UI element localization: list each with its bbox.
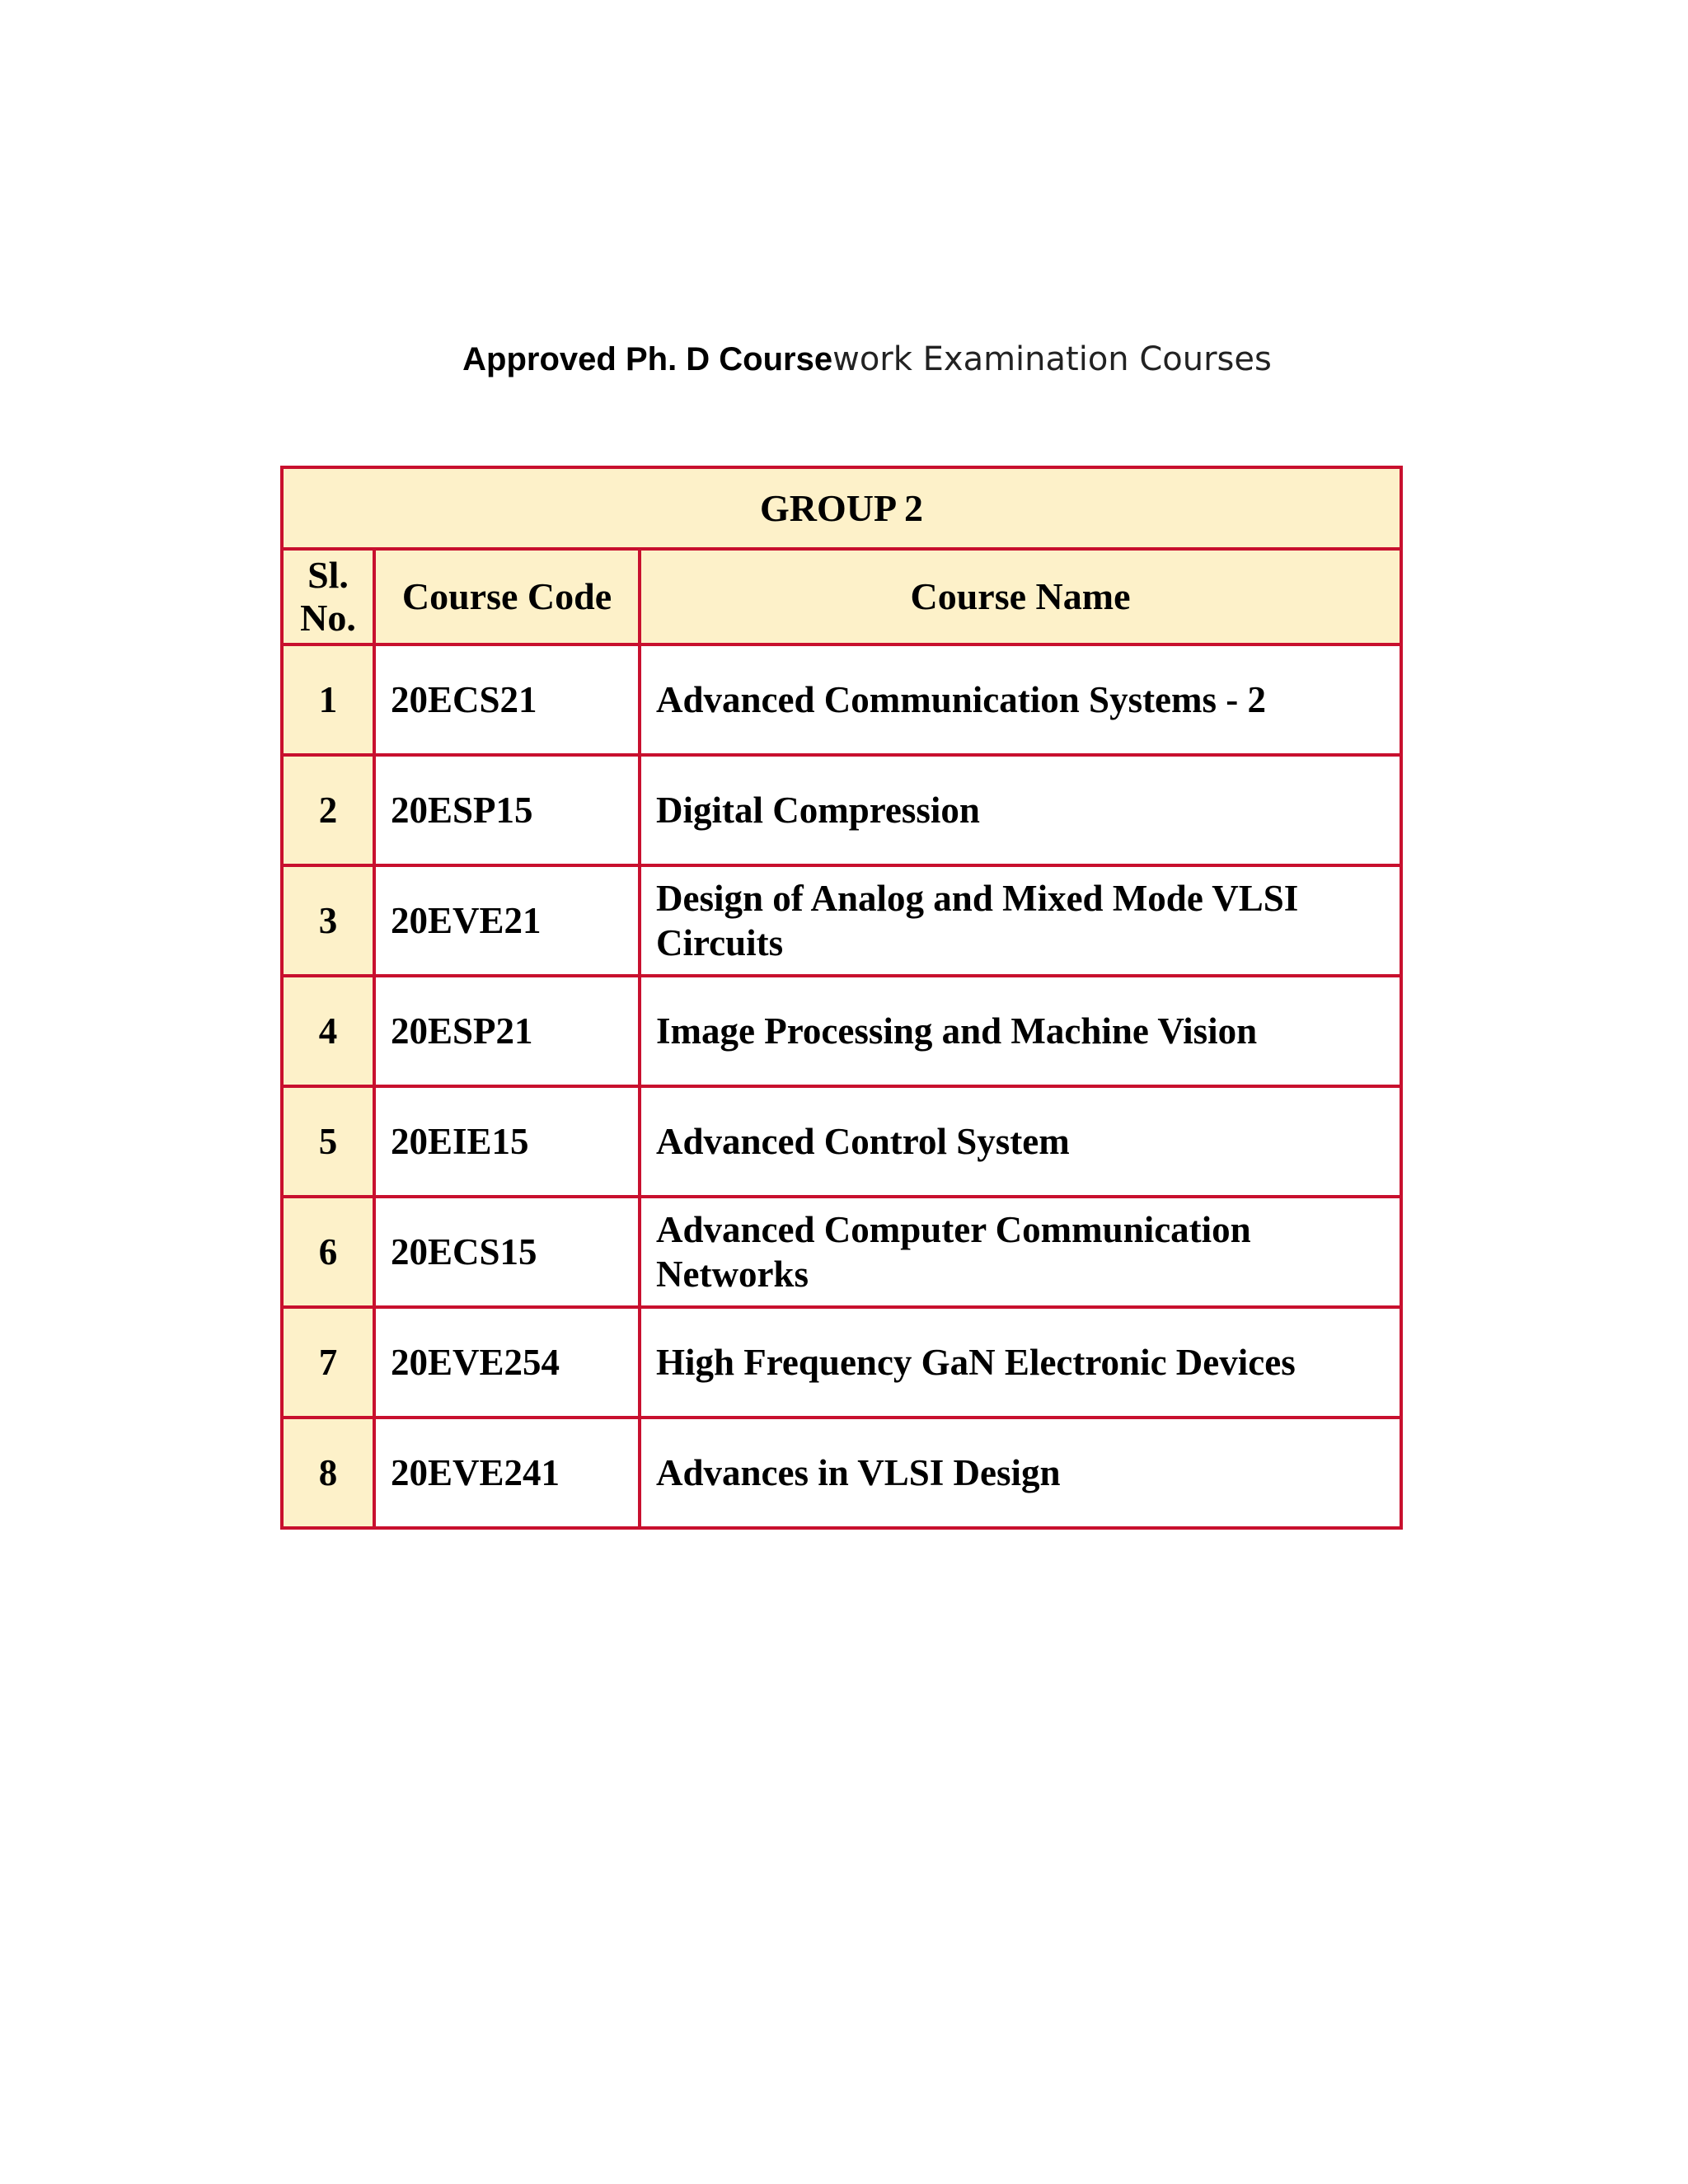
course-name-header: Course Name bbox=[640, 549, 1401, 644]
course-name-cell: High Frequency GaN Electronic Devices bbox=[640, 1307, 1401, 1418]
sl-no-cell: 4 bbox=[282, 976, 374, 1086]
group-label: GROUP 2 bbox=[282, 467, 1401, 549]
table-row bbox=[282, 644, 1401, 755]
sl-no-cell: 7 bbox=[282, 1307, 374, 1418]
course-name-cell: Advanced Communication Systems - 2 bbox=[640, 644, 1401, 755]
sl-no-header-line2: No. bbox=[300, 597, 356, 639]
sl-no-cell: 6 bbox=[282, 1197, 374, 1307]
sl-no-cell: 5 bbox=[282, 1086, 374, 1197]
sl-no-cell: 3 bbox=[282, 865, 374, 976]
sl-no-header bbox=[282, 549, 374, 644]
column-header-row bbox=[282, 549, 1401, 644]
course-name-cell: Design of Analog and Mixed Mode VLSI Circuits bbox=[640, 865, 1401, 976]
sl-no-cell: 1 bbox=[282, 644, 374, 755]
table-body bbox=[282, 644, 1401, 1528]
course-name-cell: Advanced Control System bbox=[640, 1086, 1401, 1197]
sl-no-cell: 2 bbox=[282, 755, 374, 865]
course-code-cell: 20ECS21 bbox=[374, 644, 640, 755]
course-code-cell: 20EVE254 bbox=[374, 1307, 640, 1418]
page-title-light: work Examination Courses bbox=[832, 340, 1272, 378]
course-code-header: Course Code bbox=[374, 549, 640, 644]
table-row bbox=[282, 1197, 1401, 1307]
page-title-bold: Approved Ph. D Course bbox=[462, 341, 833, 377]
course-name-cell: Digital Compression bbox=[640, 755, 1401, 865]
table-row bbox=[282, 1307, 1401, 1418]
sl-no-cell: 8 bbox=[282, 1418, 374, 1528]
course-code-cell: 20EIE15 bbox=[374, 1086, 640, 1197]
course-code-cell: 20EVE21 bbox=[374, 865, 640, 976]
course-name-cell: Advances in VLSI Design bbox=[640, 1418, 1401, 1528]
table-row bbox=[282, 976, 1401, 1086]
course-name-cell: Image Processing and Machine Vision bbox=[640, 976, 1401, 1086]
course-code-cell: 20ESP21 bbox=[374, 976, 640, 1086]
table-row bbox=[282, 755, 1401, 865]
course-code-cell: 20ECS15 bbox=[374, 1197, 640, 1307]
course-code-cell: 20ESP15 bbox=[374, 755, 640, 865]
table-row bbox=[282, 1086, 1401, 1197]
group-header-row bbox=[282, 467, 1401, 549]
table-row bbox=[282, 865, 1401, 976]
course-code-cell: 20EVE241 bbox=[374, 1418, 640, 1528]
course-name-cell: Advanced Computer Communication Networks bbox=[640, 1197, 1401, 1307]
courses-table bbox=[280, 466, 1403, 1530]
page-title bbox=[0, 340, 1688, 378]
sl-no-header-line1: Sl. bbox=[307, 554, 349, 596]
table-row bbox=[282, 1418, 1401, 1528]
